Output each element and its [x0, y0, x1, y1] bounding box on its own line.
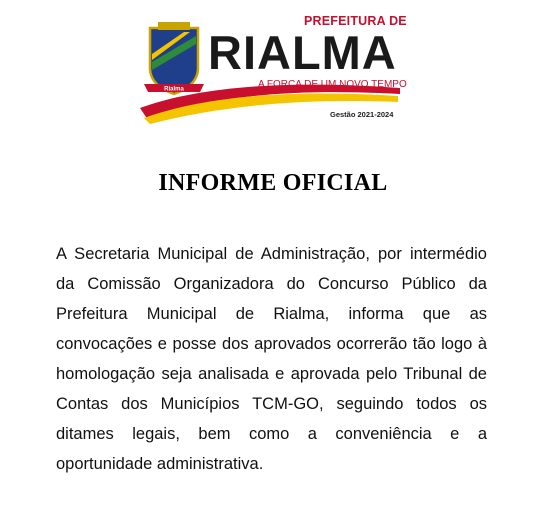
crest-banner-text: Rialma	[164, 86, 184, 93]
gestao-label: Gestão 2021-2024	[330, 110, 394, 119]
document-body: A Secretaria Municipal de Administração, por intermédio da Comissão Organizadora do Concurso Público da Prefeitura Municipal de Rialma, informa que as convocações e posse dos aprovados ocorrerão tão logo à homologação seja analisada e aprovada pelo Tribunal de Contas dos Municípios TCM-GO, seguindo todos os ditames legais, bem como a conveniência e a oportunidade administrativa.	[56, 245, 487, 473]
city-name: RIALMA	[208, 26, 397, 79]
document-title: INFORME OFICIAL	[158, 170, 388, 196]
prefeitura-logo	[140, 14, 407, 132]
prefeitura-label: PREFEITURA DE	[304, 14, 407, 28]
coat-of-arms-icon	[144, 22, 204, 100]
slogan: A FORÇA DE UM NOVO TEMPO	[258, 79, 407, 90]
